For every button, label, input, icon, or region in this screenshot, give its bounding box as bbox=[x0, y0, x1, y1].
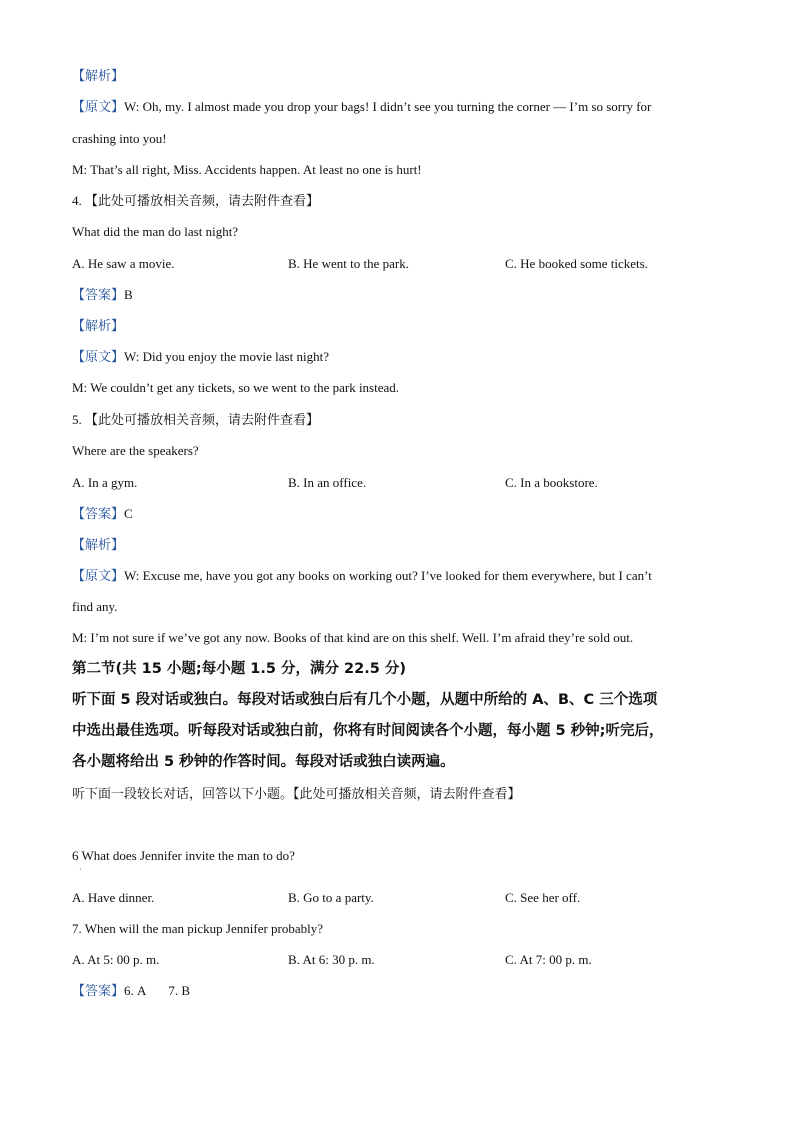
analysis-tag: 【解析】 bbox=[72, 69, 125, 84]
answer-value: C bbox=[124, 506, 133, 521]
question-4-option-b: B. He went to the park. bbox=[288, 256, 409, 271]
question-5-answer bbox=[72, 505, 714, 524]
question-6-text: 6 What does Jennifer invite the man to do? bbox=[72, 848, 295, 863]
transcript-line-cont: crashing into you! bbox=[72, 131, 167, 146]
transcript-line bbox=[72, 98, 714, 117]
section-2-instructions-2: 中选出最佳选项。听每段对话或独白前，你将有时间阅读各个小题，每小题 5 秒钟;听完后， bbox=[72, 723, 664, 739]
transcript-tag: 【原文】 bbox=[72, 569, 125, 584]
analysis-tag: 【解析】 bbox=[72, 538, 125, 553]
question-4-transcript-m: M: We couldn’t get any tickets, so we went to the park instead. bbox=[72, 380, 400, 395]
section-2-title: 第二节(共 15 小题;每小题 1.5 分，满分 22.5 分) bbox=[72, 661, 406, 677]
transcript-text: W: Excuse me, have you got any books on working out? I’ve looked for them everywhere, but I can’t bbox=[124, 568, 652, 583]
section-2-subinstruction: 听下面一段较长对话，回答以下小题。【此处可播放相关音频，请去附件查看】 bbox=[72, 787, 521, 802]
section-2-instructions-3: 各小题将给出 5 秒钟的作答时间。每段对话或独白读两遍。 bbox=[72, 754, 455, 770]
question-4-analysis bbox=[72, 317, 714, 336]
question-6-option-b: B. Go to a party. bbox=[288, 890, 374, 905]
question-5-transcript-m: M: I’m not sure if we’ve got any now. Books of that kind are on this shelf. Well. I’m afraid they’re sold out. bbox=[72, 630, 634, 645]
audio-note: 【此处可播放相关音频，请去附件查看】 bbox=[85, 413, 320, 428]
question-7-option-b: B. At 6: 30 p. m. bbox=[288, 952, 375, 967]
answer-value: B bbox=[124, 287, 133, 302]
questions-6-7-answer bbox=[72, 982, 714, 1001]
transcript-text: W: Did you enjoy the movie last night? bbox=[124, 349, 329, 364]
question-5-option-a: A. In a gym. bbox=[72, 475, 138, 490]
question-5-header bbox=[72, 411, 714, 430]
answer-value: 6. A 7. B bbox=[124, 983, 191, 998]
question-6-option-c: C. See her off. bbox=[505, 890, 581, 905]
question-4-header bbox=[72, 192, 714, 211]
question-7-option-c: C. At 7: 00 p. m. bbox=[505, 952, 592, 967]
question-4-answer bbox=[72, 286, 714, 305]
question-4-option-a: A. He saw a movie. bbox=[72, 256, 175, 271]
question-number: 4. bbox=[72, 193, 85, 208]
question-4-transcript bbox=[72, 348, 714, 367]
question-6-option-a: A. Have dinner. bbox=[72, 890, 155, 905]
question-5-option-c: C. In a bookstore. bbox=[505, 475, 598, 490]
answer-tag: 【答案】 bbox=[72, 288, 125, 303]
question-5-text: Where are the speakers? bbox=[72, 443, 199, 458]
question-7-text: 7. When will the man pickup Jennifer probably? bbox=[72, 921, 324, 936]
audio-note: 【此处可播放相关音频，请去附件查看】 bbox=[85, 194, 320, 209]
question-number: 5. bbox=[72, 412, 85, 427]
question-5-transcript bbox=[72, 567, 714, 586]
question-4-option-c: C. He booked some tickets. bbox=[505, 256, 648, 271]
stray-dot: · bbox=[79, 865, 82, 874]
answer-tag: 【答案】 bbox=[72, 507, 125, 522]
transcript-line-m: M: That’s all right, Miss. Accidents happen. At least no one is hurt! bbox=[72, 162, 422, 177]
question-4-text: What did the man do last night? bbox=[72, 224, 239, 239]
question-5-analysis bbox=[72, 536, 714, 555]
question-7-option-a: A. At 5: 00 p. m. bbox=[72, 952, 160, 967]
transcript-text: W: Oh, my. I almost made you drop your bags! I didn’t see you turning the corner — I’m so sorry for bbox=[124, 99, 652, 114]
question-5-option-b: B. In an office. bbox=[288, 475, 367, 490]
transcript-tag: 【原文】 bbox=[72, 100, 125, 115]
question-5-transcript-cont: find any. bbox=[72, 599, 118, 614]
analysis-tag: 【解析】 bbox=[72, 319, 125, 334]
transcript-tag: 【原文】 bbox=[72, 350, 125, 365]
answer-tag: 【答案】 bbox=[72, 984, 125, 999]
analysis-heading bbox=[72, 67, 714, 86]
section-2-instructions-1: 听下面 5 段对话或独白。每段对话或独白后有几个小题，从题中所给的 A、B、C 三个选项 bbox=[72, 692, 658, 708]
